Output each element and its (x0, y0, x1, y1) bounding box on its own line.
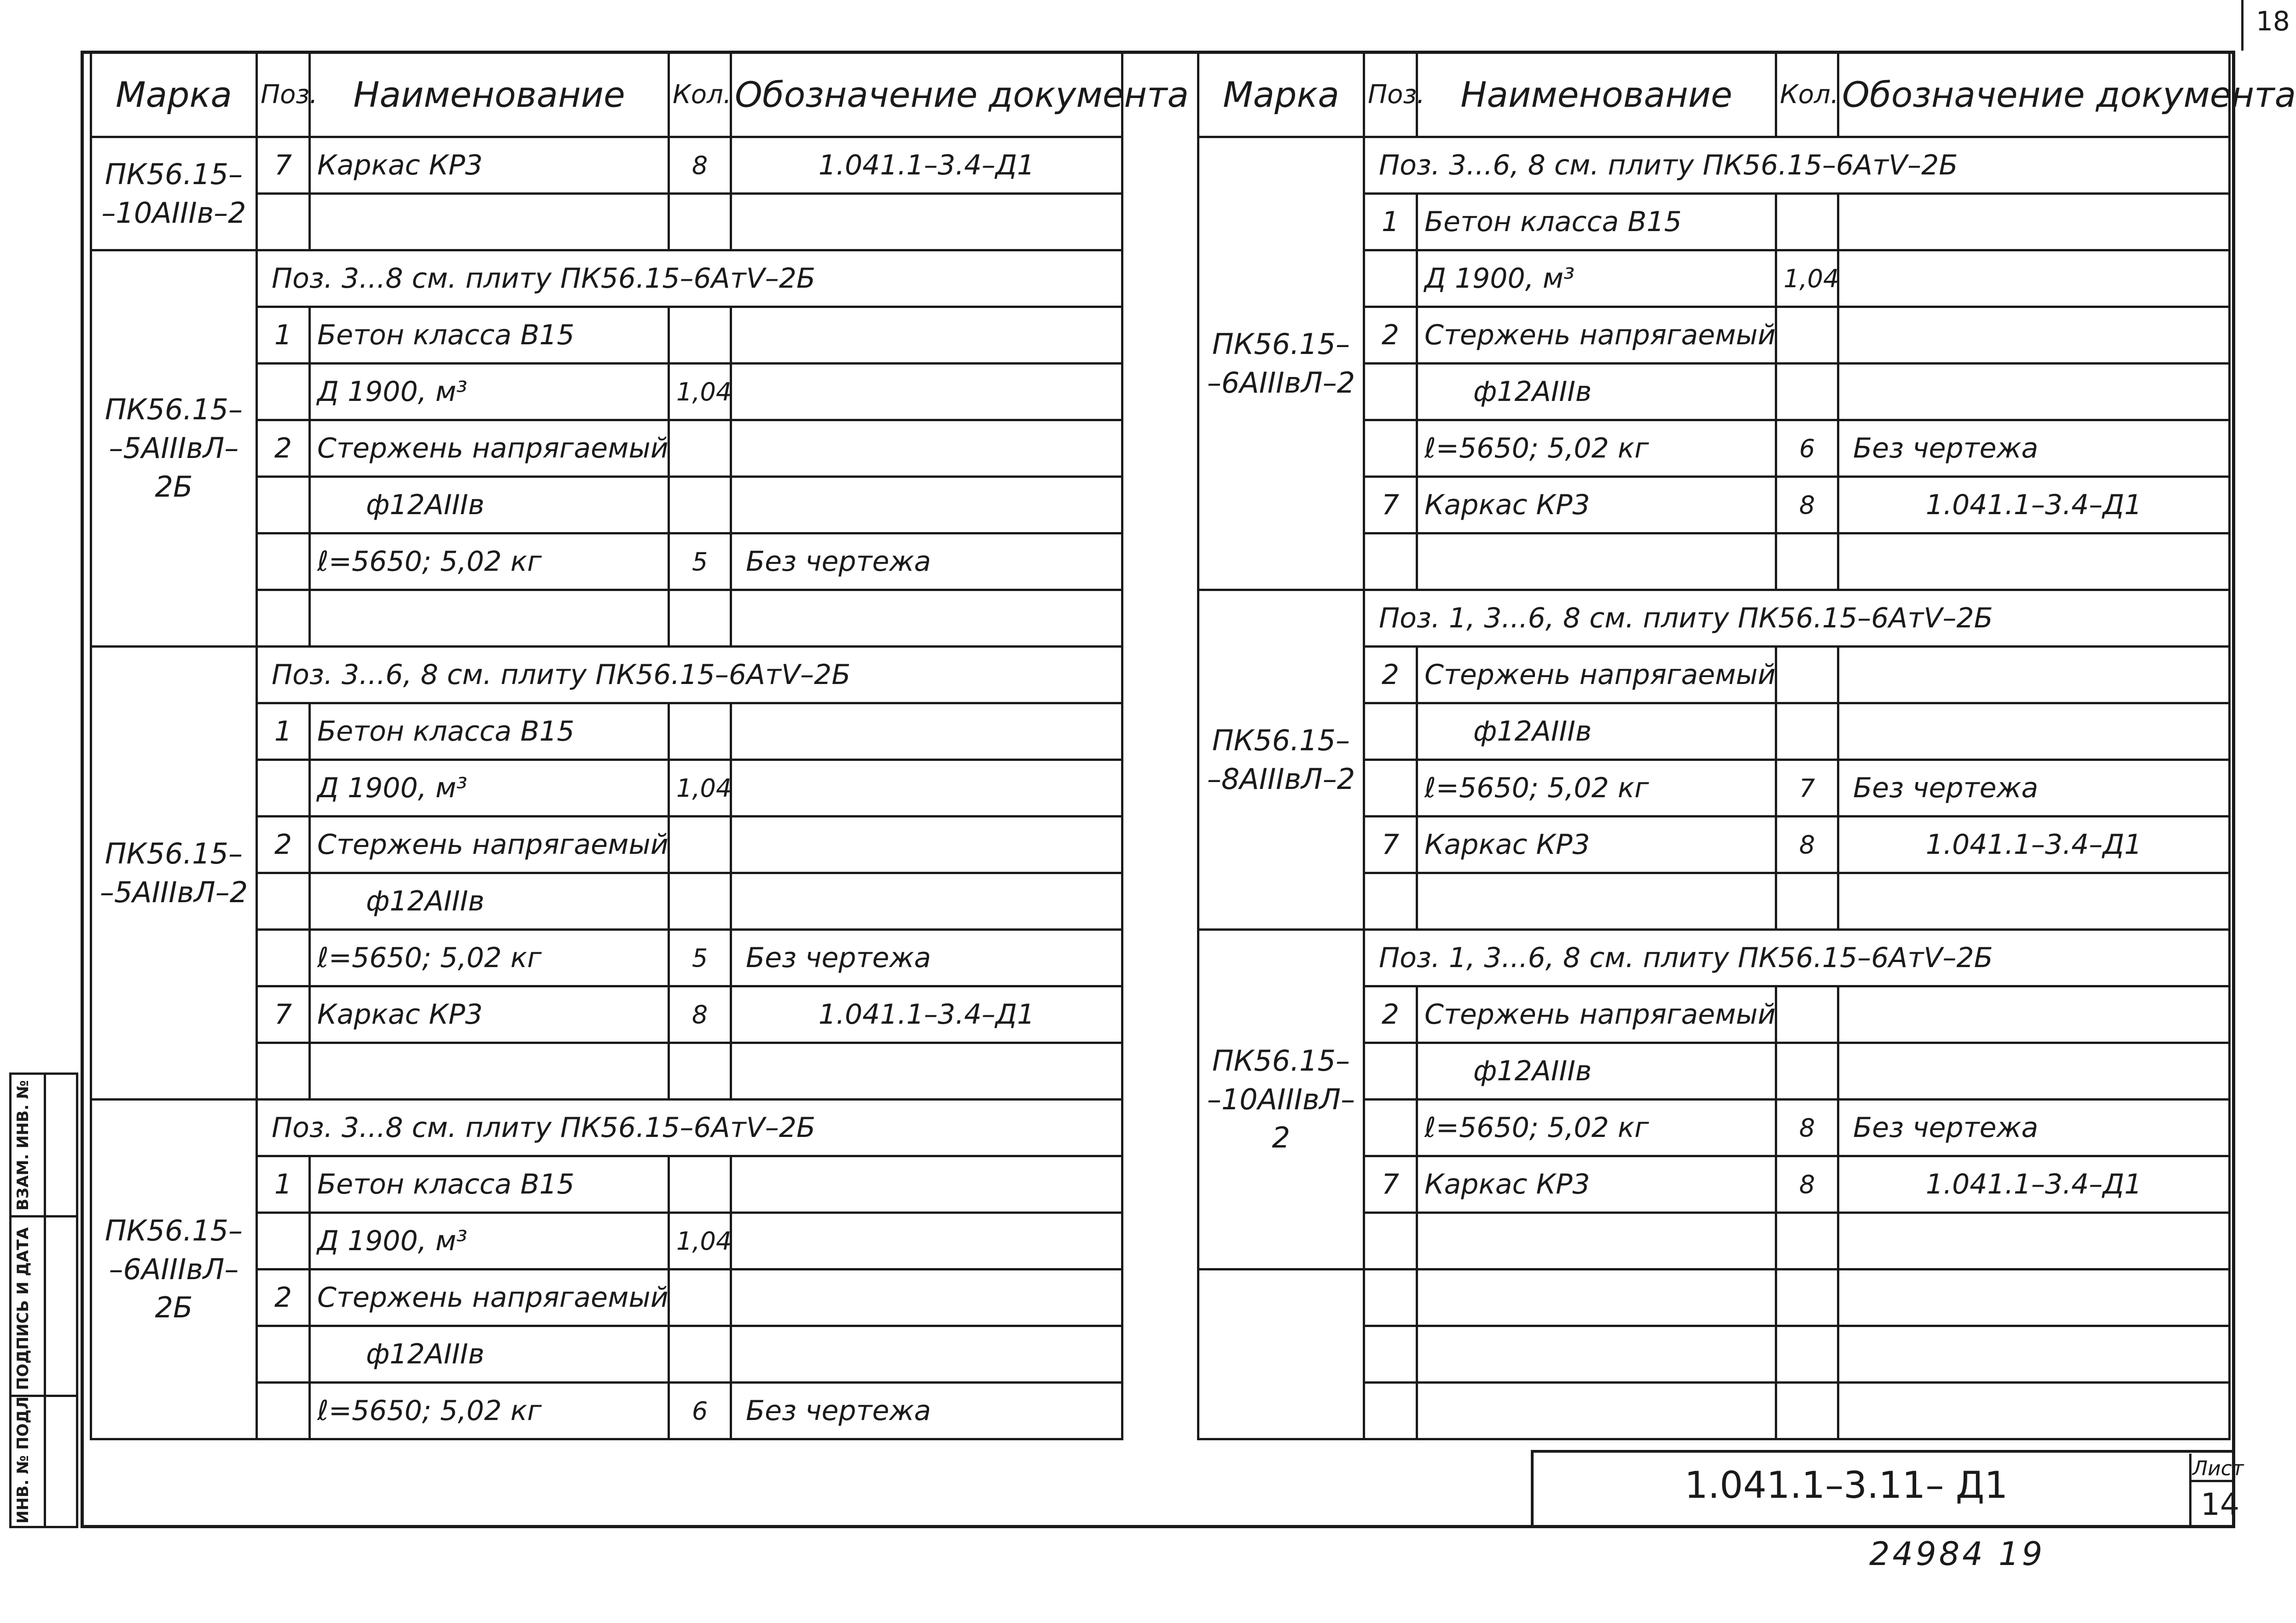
doc-cell: Без чертежа (731, 1383, 1122, 1439)
pos-cell (1364, 1213, 1417, 1269)
qty-cell (669, 1326, 731, 1383)
marka-cell (1198, 590, 1364, 930)
sheet-number-divider (2241, 0, 2244, 51)
name-cell: Д 1900, м³ (310, 364, 669, 420)
qty-cell (669, 477, 731, 533)
reference-note: Поз. 3...6, 8 см. плиту ПК56.15–6АтV–2Б (257, 647, 1122, 703)
reference-row (91, 250, 1122, 307)
inventory-number: 24984 19 (1869, 1535, 2046, 1573)
doc-cell (1838, 1269, 2230, 1326)
pos-cell (1364, 760, 1417, 817)
reference-note: Поз. 3...6, 8 см. плиту ПК56.15–6АтV–2Б (1364, 137, 2230, 194)
reference-row (1198, 137, 2230, 194)
qty-cell: 8 (1776, 1156, 1838, 1213)
qty-cell (1776, 307, 1838, 364)
qty-cell (669, 817, 731, 873)
doc-cell (731, 590, 1122, 647)
doc-cell (731, 1269, 1122, 1326)
doc-cell: Без чертежа (731, 533, 1122, 590)
pos-cell (257, 1383, 310, 1439)
reference-row (91, 647, 1122, 703)
name-cell: Бетон класса В15 (310, 703, 669, 760)
qty-cell: 1,04 (669, 1213, 731, 1269)
pos-cell (257, 533, 310, 590)
doc-cell (1838, 194, 2230, 250)
doc-cell (1838, 1213, 2230, 1269)
qty-cell (669, 1043, 731, 1100)
name-cell: ф12АIIIв (1417, 1043, 1776, 1100)
name-cell: Стержень напрягаемый (1417, 307, 1776, 364)
qty-cell: 8 (669, 986, 731, 1043)
marka-line-1: ПК56.15– (105, 1213, 243, 1247)
name-cell: Стержень напрягаемый (310, 817, 669, 873)
qty-cell (669, 307, 731, 364)
qty-cell: 5 (669, 930, 731, 986)
qty-cell (1776, 873, 1838, 930)
pos-cell (1364, 1269, 1417, 1326)
name-cell: ℓ=5650; 5,02 кг (310, 1383, 669, 1439)
name-cell: Каркас КР3 (1417, 817, 1776, 873)
doc-cell (1838, 703, 2230, 760)
pos-cell (1364, 1100, 1417, 1156)
name-cell: Бетон класса В15 (310, 307, 669, 364)
reference-row (1198, 930, 2230, 986)
pos-cell: 7 (1364, 1156, 1417, 1213)
name-cell: Стержень напрягаемый (310, 1269, 669, 1326)
doc-cell (731, 307, 1122, 364)
marka-cell (1198, 930, 1364, 1269)
name-cell: ℓ=5650; 5,02 кг (1417, 1100, 1776, 1156)
pos-cell (1364, 703, 1417, 760)
pos-cell: 2 (257, 1269, 310, 1326)
doc-cell: Без чертежа (1838, 760, 2230, 817)
doc-cell: 1.041.1–3.4–Д1 (1838, 817, 2230, 873)
name-cell: Д 1900, м³ (1417, 250, 1776, 307)
pos-cell: 7 (257, 137, 310, 194)
name-cell (1417, 533, 1776, 590)
header-pos: Поз. (257, 52, 310, 137)
name-cell: ф12АIIIв (310, 873, 669, 930)
header-name: Наименование (1417, 52, 1776, 137)
doc-cell (1838, 647, 2230, 703)
header-marka: Марка (91, 52, 257, 137)
document-code: 1.041.1–3.11– Д1 (1684, 1464, 2008, 1507)
name-cell: Каркас КР3 (1417, 1156, 1776, 1213)
marka-cell (1198, 1269, 1364, 1439)
pos-cell: 2 (1364, 986, 1417, 1043)
podpis-data-label: ПОДПИСЬ И ДАТА (14, 1227, 32, 1390)
marka-line-2: –10АIIIв–2 (101, 196, 246, 230)
doc-cell (1838, 986, 2230, 1043)
pos-cell (1364, 873, 1417, 930)
qty-cell (669, 873, 731, 930)
name-cell: Каркас КР3 (1417, 477, 1776, 533)
sheet-number: 14 (2201, 1487, 2239, 1522)
pos-cell (257, 590, 310, 647)
reference-note: Поз. 1, 3...6, 8 см. плиту ПК56.15–6АтV–2Б (1364, 930, 2230, 986)
pos-cell (1364, 1043, 1417, 1100)
marka-line-1: ПК56.15– (1212, 1043, 1350, 1078)
qty-cell (669, 590, 731, 647)
name-cell (1417, 1383, 1776, 1439)
marka-line-1: ПК56.15– (105, 157, 243, 191)
name-cell: Каркас КР3 (310, 986, 669, 1043)
doc-cell (731, 1156, 1122, 1213)
marka-line-2: –6АIIIвЛ–2Б (109, 1252, 239, 1325)
qty-cell (1776, 194, 1838, 250)
pos-cell: 1 (1364, 194, 1417, 250)
doc-cell (731, 1326, 1122, 1383)
pos-cell: 7 (257, 986, 310, 1043)
qty-cell (1776, 647, 1838, 703)
spec-row (1198, 1269, 2230, 1326)
qty-cell (1776, 1383, 1838, 1439)
qty-cell: 8 (1776, 477, 1838, 533)
qty-cell: 1,04 (1776, 250, 1838, 307)
right-header-row (1198, 52, 2230, 137)
header-doc: Обозначение документа (731, 52, 1122, 137)
reference-note: Поз. 3...8 см. плиту ПК56.15–6АтV–2Б (257, 250, 1122, 307)
marka-cell (91, 137, 257, 250)
pos-cell: 7 (1364, 477, 1417, 533)
spec-row (91, 137, 1122, 194)
name-cell: Бетон класса В15 (1417, 194, 1776, 250)
qty-cell: 8 (1776, 817, 1838, 873)
qty-cell (1776, 1213, 1838, 1269)
doc-cell (1838, 533, 2230, 590)
name-cell (1417, 1269, 1776, 1326)
right-specification-table (1197, 51, 2296, 1440)
name-cell (310, 194, 669, 250)
pos-cell: 2 (257, 817, 310, 873)
doc-cell (1838, 364, 2230, 420)
reference-note: Поз. 3...8 см. плиту ПК56.15–6АтV–2Б (257, 1100, 1122, 1156)
marka-cell (91, 647, 257, 1100)
doc-cell: Без чертежа (731, 930, 1122, 986)
pos-cell (257, 194, 310, 250)
doc-cell: 1.041.1–3.4–Д1 (1838, 1156, 2230, 1213)
qty-cell (669, 703, 731, 760)
header-qty: Кол. (669, 52, 731, 137)
name-cell: Бетон класса В15 (310, 1156, 669, 1213)
name-cell: ℓ=5650; 5,02 кг (310, 930, 669, 986)
name-cell: ф12АIIIв (310, 1326, 669, 1383)
qty-cell (1776, 1043, 1838, 1100)
doc-cell (731, 194, 1122, 250)
name-cell: ℓ=5650; 5,02 кг (310, 533, 669, 590)
pos-cell (257, 477, 310, 533)
qty-cell (1776, 364, 1838, 420)
doc-cell: Без чертежа (1838, 1100, 2230, 1156)
pos-cell (257, 1326, 310, 1383)
doc-cell (1838, 1383, 2230, 1439)
doc-cell: Без чертежа (1838, 420, 2230, 477)
pos-cell: 1 (257, 1156, 310, 1213)
pos-cell: 2 (257, 420, 310, 477)
sheet-number-top: 18 (2256, 6, 2290, 37)
qty-cell (669, 194, 731, 250)
pos-cell (1364, 250, 1417, 307)
pos-cell (1364, 1326, 1417, 1383)
header-qty: Кол. (1776, 52, 1838, 137)
qty-cell (1776, 533, 1838, 590)
pos-cell (1364, 364, 1417, 420)
name-cell: ф12АIIIв (1417, 703, 1776, 760)
qty-cell (1776, 986, 1838, 1043)
doc-cell (1838, 250, 2230, 307)
name-cell (1417, 1326, 1776, 1383)
qty-cell: 8 (669, 137, 731, 194)
pos-cell: 2 (1364, 307, 1417, 364)
doc-cell: 1.041.1–3.4–Д1 (731, 986, 1122, 1043)
name-cell (310, 1043, 669, 1100)
pos-cell: 1 (257, 703, 310, 760)
pos-cell (1364, 420, 1417, 477)
reference-row (1198, 590, 2230, 647)
header-pos: Поз. (1364, 52, 1417, 137)
name-cell: Каркас КР3 (310, 137, 669, 194)
pos-cell (257, 873, 310, 930)
pos-cell: 7 (1364, 817, 1417, 873)
pos-cell (257, 1213, 310, 1269)
doc-cell (731, 1213, 1122, 1269)
pos-cell: 1 (257, 307, 310, 364)
doc-cell (731, 703, 1122, 760)
name-cell: ℓ=5650; 5,02 кг (1417, 420, 1776, 477)
doc-cell: 1.041.1–3.4–Д1 (1838, 477, 2230, 533)
qty-cell (669, 1156, 731, 1213)
name-cell: ф12АIIIв (1417, 364, 1776, 420)
name-cell: ℓ=5650; 5,02 кг (1417, 760, 1776, 817)
doc-cell (731, 477, 1122, 533)
doc-cell (1838, 1043, 2230, 1100)
pos-cell (257, 1043, 310, 1100)
qty-cell: 1,04 (669, 760, 731, 817)
marka-line-2: –6АIIIвЛ–2 (1207, 365, 1355, 400)
pos-cell (1364, 533, 1417, 590)
header-doc: Обозначение документа (1838, 52, 2230, 137)
marka-line-2: –5АIIIвЛ–2 (99, 875, 248, 909)
qty-cell (1776, 1269, 1838, 1326)
doc-cell (731, 760, 1122, 817)
marka-cell (91, 1100, 257, 1439)
name-cell: ф12АIIIв (310, 477, 669, 533)
doc-cell (731, 364, 1122, 420)
marka-line-2: –10АIIIвЛ–2 (1207, 1082, 1355, 1155)
name-cell: Стержень напрягаемый (1417, 986, 1776, 1043)
marka-line-1: ПК56.15– (105, 836, 243, 870)
name-cell: Стержень напрягаемый (310, 420, 669, 477)
doc-cell (731, 873, 1122, 930)
name-cell: Д 1900, м³ (310, 760, 669, 817)
name-cell (1417, 1213, 1776, 1269)
vzam-inv-label: ВЗАМ. ИНВ. № (14, 1080, 32, 1211)
left-header-row (91, 52, 1122, 137)
reference-row (91, 1100, 1122, 1156)
qty-cell: 1,04 (669, 364, 731, 420)
marka-line-2: –8АIIIвЛ–2 (1207, 762, 1355, 796)
qty-cell: 7 (1776, 760, 1838, 817)
qty-cell (1776, 703, 1838, 760)
pos-cell: 2 (1364, 647, 1417, 703)
left-specification-table (90, 51, 1189, 1440)
qty-cell: 6 (1776, 420, 1838, 477)
qty-cell: 8 (1776, 1100, 1838, 1156)
reference-note: Поз. 1, 3...6, 8 см. плиту ПК56.15–6АтV–2Б (1364, 590, 2230, 647)
name-cell: Стержень напрягаемый (1417, 647, 1776, 703)
qty-cell (1776, 1326, 1838, 1383)
doc-cell (1838, 873, 2230, 930)
doc-cell (731, 420, 1122, 477)
sheet-label: Лист (2192, 1457, 2244, 1480)
inv-podl-label: ИНВ. № ПОДЛ (14, 1396, 32, 1524)
marka-line-1: ПК56.15– (1212, 723, 1350, 757)
marka-cell (91, 250, 257, 647)
name-cell: Д 1900, м³ (310, 1213, 669, 1269)
qty-cell: 5 (669, 533, 731, 590)
qty-cell: 6 (669, 1383, 731, 1439)
doc-cell (1838, 307, 2230, 364)
side-strip-row-divider (9, 1215, 78, 1217)
marka-line-1: ПК56.15– (105, 393, 243, 427)
doc-cell (731, 817, 1122, 873)
pos-cell (257, 930, 310, 986)
pos-cell (257, 760, 310, 817)
qty-cell (669, 420, 731, 477)
qty-cell (669, 1269, 731, 1326)
doc-cell (1838, 1326, 2230, 1383)
marka-line-2: –5АIIIвЛ–2Б (109, 431, 239, 504)
name-cell (310, 590, 669, 647)
doc-cell (731, 1043, 1122, 1100)
marka-line-1: ПК56.15– (1212, 327, 1350, 361)
pos-cell (257, 364, 310, 420)
header-name: Наименование (310, 52, 669, 137)
marka-cell (1198, 137, 1364, 590)
side-strip-divider (44, 1072, 46, 1528)
doc-cell: 1.041.1–3.4–Д1 (731, 137, 1122, 194)
pos-cell (1364, 1383, 1417, 1439)
name-cell (1417, 873, 1776, 930)
header-marka: Марка (1198, 52, 1364, 137)
